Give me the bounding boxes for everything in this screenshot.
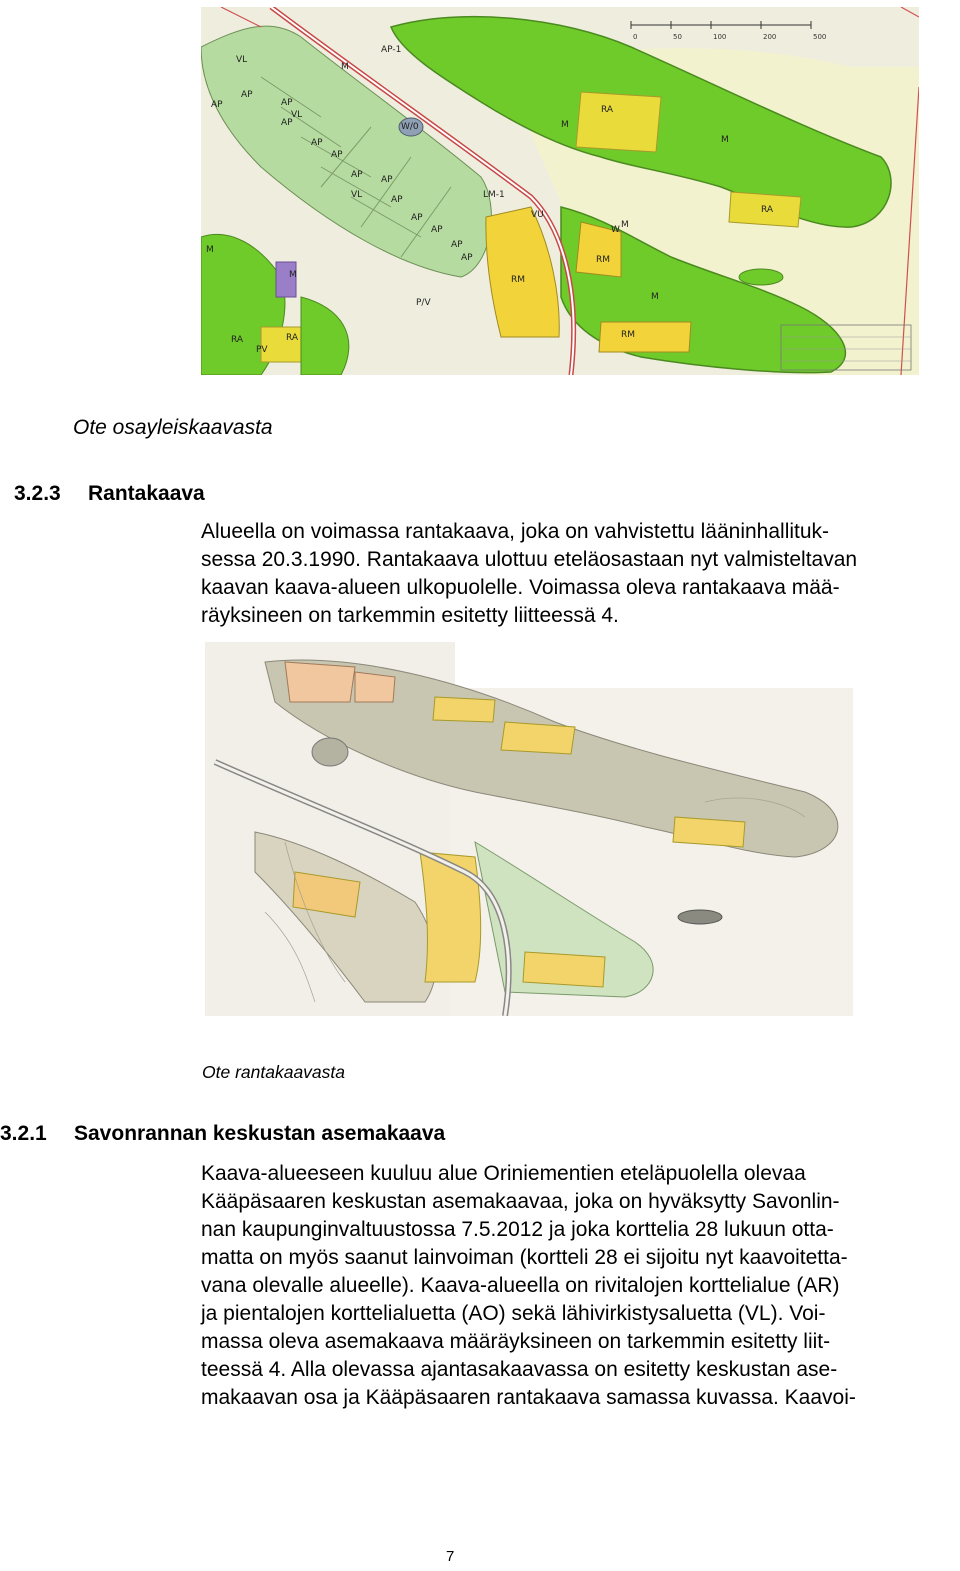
map-zone-label: AP [311, 138, 323, 148]
map-zone-label: AP [461, 253, 473, 263]
scale-label: 500 [813, 33, 827, 41]
paragraph-line: nan kaupunginvaltuustossa 7.5.2012 ja joka korttelia 28 lukuun otta- [201, 1218, 834, 1241]
scale-label: 50 [673, 33, 682, 41]
map-zone-label: M [621, 220, 629, 230]
map-zone-label: RM [596, 255, 611, 265]
map-zone-label: AP [211, 100, 223, 110]
map-zone-label: AP [281, 118, 293, 128]
master-plan-map [201, 7, 919, 375]
map-zone-label: AP-1 [381, 45, 402, 55]
map-zone-label: P/V [416, 298, 431, 308]
map-zone-label: M [721, 135, 729, 145]
asemakaava-paragraph [201, 1160, 960, 1412]
page-number: 7 [446, 1548, 455, 1565]
shore-plan-caption: Ote rantakaavasta [202, 1062, 345, 1082]
map-zone-label: VU [531, 210, 544, 220]
paragraph-line: sessa 20.3.1990. Rantakaava ulottuu eteläosastaan nyt valmisteltavan [201, 548, 858, 571]
section-title: Rantakaava [88, 482, 205, 505]
paragraph-line: kaavan kaava-alueen ulkopuolelle. Voimassa oleva rantakaava mää- [201, 576, 840, 599]
paragraph-line: räyksineen on tarkemmin esitetty liitteessä 4. [201, 604, 619, 627]
map-zone-label: M [561, 120, 569, 130]
map-zone-label: RA [286, 333, 299, 343]
map-zone-label: PV [256, 345, 268, 355]
map-zone-label: W [611, 225, 620, 235]
paragraph-line: massa oleva asemakaava määräyksineen on tarkemmin esitetty liit- [201, 1330, 831, 1353]
map-zone-label: M [341, 62, 349, 72]
map-zone-label: LM-1 [483, 190, 505, 200]
paragraph-line: vana olevalle alueelle). Kaava-alueella on rivitalojen korttelialue (AR) [201, 1274, 840, 1297]
section-heading-asemakaava [0, 1122, 445, 1146]
map-zone-label: RA [761, 205, 774, 215]
shore-plan-map [205, 642, 853, 1016]
paragraph-line: Alueella on voimassa rantakaava, joka on vahvistettu lääninhallituk- [201, 520, 830, 543]
map-zone-label: RM [511, 275, 526, 285]
section-title: Savonrannan keskustan asemakaava [74, 1122, 446, 1145]
map-zone-label: M [206, 245, 214, 255]
paragraph-line: Kääpäsaaren keskustan asemakaavaa, joka on hyväksytty Savonlin- [201, 1190, 840, 1213]
paragraph-line: matta on myös saanut lainvoiman (kortteli 28 ei sijoitu nyt kaavoitetta- [201, 1246, 848, 1269]
paragraph-line: ja pientalojen korttelialuetta (AO) sekä lähivirkistysaluetta (VL). Voi- [201, 1302, 826, 1325]
map-zone-label: VL [351, 190, 363, 200]
section-number: 3.2.1 [0, 1122, 47, 1145]
section-number: 3.2.3 [14, 482, 61, 505]
rantakaava-paragraph [201, 518, 960, 630]
map-zone-label: AP [431, 225, 443, 235]
map-zone-label: AP [381, 175, 393, 185]
map-zone-label: W/0 [401, 122, 419, 132]
map-zone-label: VL [291, 110, 303, 120]
map-zone-label: M [651, 292, 659, 302]
scale-label: 200 [763, 33, 777, 41]
map-zone-label: VL [236, 55, 248, 65]
paragraph-line: teessä 4. Alla olevassa ajantasakaavassa on esitetty keskustan ase- [201, 1358, 838, 1381]
map-zone-label: RA [601, 105, 614, 115]
map-zone-label: M [289, 270, 297, 280]
map-zone-label: AP [281, 98, 293, 108]
map-zone-label: AP [391, 195, 403, 205]
map-zone-label: AP [451, 240, 463, 250]
scale-label: 100 [713, 33, 727, 41]
scale-label: 0 [633, 33, 638, 41]
map-zone-label: RM [621, 330, 636, 340]
paragraph-line: makaavan osa ja Kääpäsaaren rantakaava samassa kuvassa. Kaavoi- [201, 1386, 856, 1409]
map-zone-label: RA [231, 335, 244, 345]
section-heading-rantakaava [14, 482, 205, 506]
map-zone-label: AP [411, 213, 423, 223]
master-plan-caption: Ote osayleiskaavasta [73, 416, 273, 439]
map-zone-label: AP [351, 170, 363, 180]
map-zone-label: AP [331, 150, 343, 160]
paragraph-line: Kaava-alueeseen kuuluu alue Oriniementien eteläpuolella olevaa [201, 1162, 806, 1185]
map-zone-label: AP [241, 90, 253, 100]
